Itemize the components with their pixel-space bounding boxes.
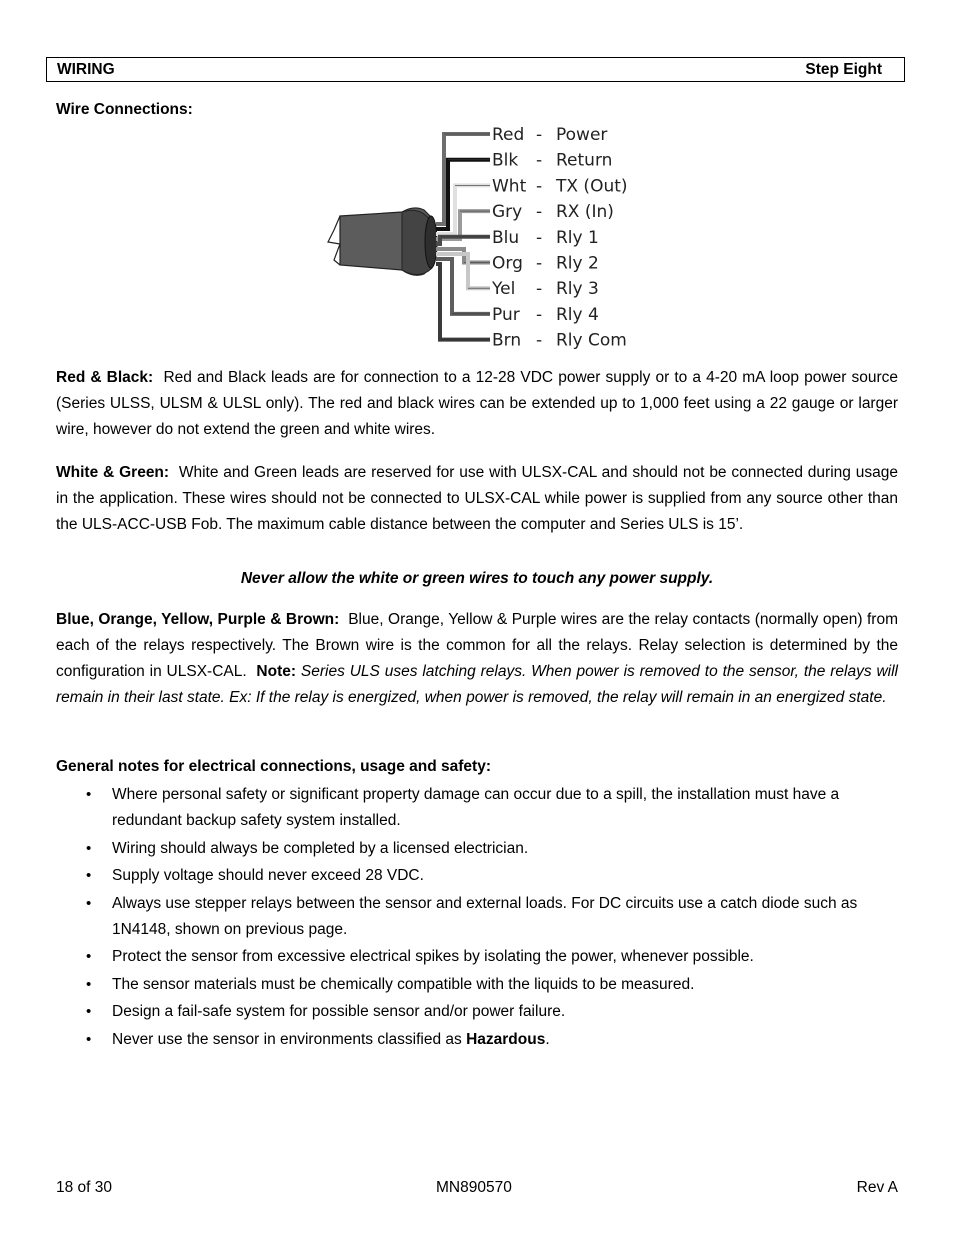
note-label: Note:	[256, 663, 297, 680]
relay-paragraph	[56, 607, 898, 711]
page-footer	[56, 1179, 898, 1197]
wire-separator: -	[536, 330, 543, 351]
wire-separator: -	[536, 150, 543, 171]
white-green-label: White & Green:	[56, 464, 170, 481]
wire-color-label: Gry	[492, 202, 523, 223]
bullet-icon: •	[86, 786, 92, 803]
list-item: • Design a fail-safe system for possible sensor and/or power failure.	[82, 999, 882, 1025]
list-item: • Protect the sensor from excessive electrical spikes by isolating the power, whenever possible.	[82, 944, 882, 970]
wire-color-label: Yel	[492, 279, 516, 300]
hazardous-term: Hazardous	[466, 1030, 546, 1048]
list-item: • Where personal safety or significant property damage can occur due to a spill, the installation must have a redundant backup safety system installed.	[82, 782, 882, 834]
list-item: • Always use stepper relays between the sensor and external loads. For DC circuits use a catch diode such as 1N4148, shown on previous page.	[82, 891, 882, 943]
wire-color-label: Blk	[492, 150, 519, 171]
red-black-paragraph	[56, 365, 898, 443]
list-item: • Supply voltage should never exceed 28 VDC.	[82, 863, 882, 889]
cable-wiring-illustration	[322, 120, 642, 356]
wire-function-label: Rly 2	[556, 253, 599, 274]
wire-color-label: Brn	[492, 330, 522, 351]
document-number: MN890570	[436, 1179, 512, 1196]
white-green-text: White and Green leads are reserved for use with ULSX-CAL and should not be connected during usage in the application. These wires should not be connected to ULSX-CAL while power is supplied from any source other than the ULS-ACC-USB Fob. The maximum cable distance between the computer and Series ULS is 15’.	[56, 464, 898, 533]
wire-function-label: Return	[556, 150, 613, 171]
cable-illustration	[328, 208, 437, 275]
page-number: 18 of 30	[56, 1179, 113, 1196]
wire-color-label: Blu	[492, 227, 520, 248]
bullet-icon: •	[86, 1030, 92, 1048]
red-black-label: Red & Black:	[56, 369, 154, 386]
note-text: Series ULS uses latching relays. When power is removed to the sensor, the relays will remain in their last state. Ex: If the relay is energized, when power is removed, the relay will remain in an energized state.	[56, 663, 898, 706]
revision: Rev A	[856, 1179, 898, 1196]
wire-leads	[436, 134, 490, 340]
wire-separator: -	[536, 125, 543, 145]
wire-separator: -	[536, 227, 543, 248]
wire-color-label: Pur	[492, 304, 520, 325]
wire-function-label: RX (In)	[556, 202, 614, 223]
bullet-icon: •	[86, 975, 92, 993]
bullet-icon: •	[86, 1003, 92, 1020]
wire-separator: -	[536, 279, 543, 300]
wire-separator: -	[536, 202, 543, 223]
list-item: • Never use the sensor in environments classified as Hazardous.	[82, 1027, 882, 1053]
wire-separator: -	[536, 304, 543, 325]
wire-lead-brn	[436, 264, 490, 340]
wire-function-label: Power	[556, 125, 608, 145]
step-label: Step Eight	[805, 60, 882, 78]
wire-function-label: Rly 4	[556, 304, 599, 325]
section-header	[46, 57, 905, 82]
red-black-text: Red and Black leads are for connection to a 12-28 VDC power supply or to a 4-20 mA loop power source (Series ULSS, ULSM & ULSL only). The red and black wires can be extended up to 1,000 feet using a 22 gauge or larger wire, however do not extend the green and white wires.	[56, 369, 898, 438]
power-supply-warning: Never allow the white or green wires to touch any power supply.	[240, 570, 714, 587]
bullet-icon: •	[86, 948, 92, 965]
general-notes-title: General notes for electrical connections, usage and safety:	[56, 758, 491, 775]
relay-label: Blue, Orange, Yellow, Purple & Brown:	[56, 611, 340, 628]
bullet-icon: •	[86, 867, 92, 884]
bullet-icon: •	[86, 839, 92, 857]
wire-color-label: Wht	[492, 176, 527, 197]
wire-labels	[491, 125, 628, 351]
wiring-diagram	[322, 120, 642, 356]
wire-function-label: Rly Com	[556, 330, 627, 351]
wire-connections-title: Wire Connections:	[56, 101, 193, 118]
wire-function-label: Rly 3	[556, 279, 599, 300]
list-item: • The sensor materials must be chemically compatible with the liquids to be measured.	[82, 972, 882, 998]
wire-function-label: Rly 1	[556, 227, 599, 248]
wire-color-label: Org	[492, 253, 523, 274]
wire-color-label: Red	[492, 125, 525, 145]
wire-separator: -	[536, 176, 543, 197]
list-item: • Wiring should always be completed by a licensed electrician.	[82, 836, 882, 862]
relay-text: Blue, Orange, Yellow & Purple wires are the relay contacts (normally open) from each of the relays respectively. The Brown wire is the common for all the relays. Relay selection is determined by the configuration in ULSX-CAL.	[56, 611, 899, 680]
bullet-icon: •	[86, 894, 92, 912]
section-title: WIRING	[57, 60, 115, 78]
wire-separator: -	[536, 253, 543, 274]
white-green-paragraph	[56, 460, 898, 538]
general-notes-list	[82, 782, 882, 1054]
wire-function-label: TX (Out)	[556, 176, 628, 197]
